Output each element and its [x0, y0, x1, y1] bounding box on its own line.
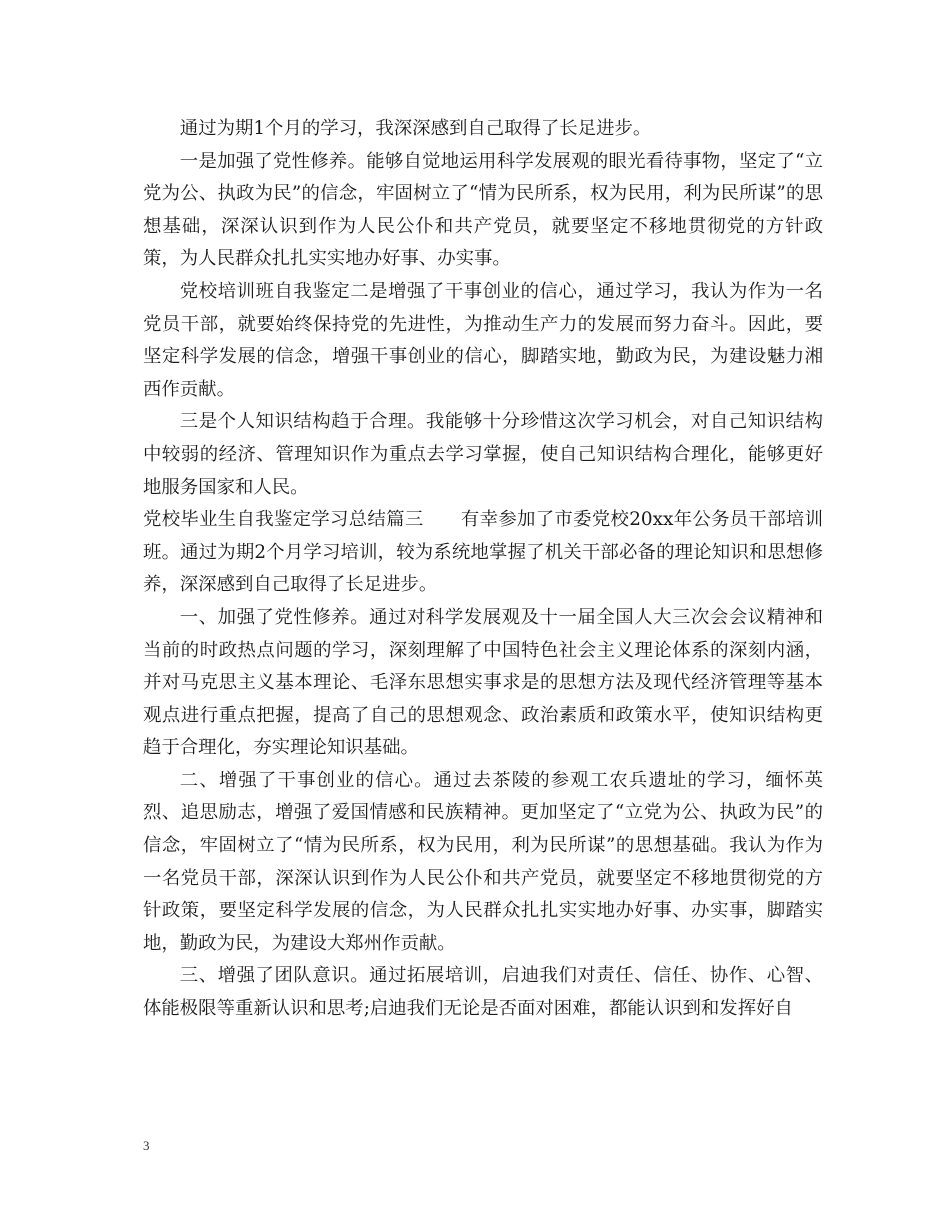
paragraph-6: 一、加强了党性修养。通过对科学发展观及十一届全国人大三次会会议精神和当前的时政热点问题的学习，深刻理解了中国特色社会主义理论体系的深刻内涵，并对马克思主义基本理论、毛泽东思想实事求是的思想方法及现代经济管理等基本观点进行重点把握，提高了自己的思想观念、政治素质和政策水平，使知识结构更趋于合理化，夯实理论知识基础。 — [143, 606, 823, 759]
paragraph-5: 党校毕业生自我鉴定学习总结篇三 有幸参加了市委党校20xx年公务员干部培训班。通过为期2个月学习培训，较为系统地掌握了机关干部必备的理论知识和思想修养，深深感到自己取得了长足进步。 — [143, 509, 823, 596]
paragraph-3: 党校培训班自我鉴定二是增强了干事创业的信心，通过学习，我认为作为一名党员干部，就要始终保持党的先进性，为推动生产力的发展而努力奋斗。因此，要坚定科学发展的信念，增强干事创业的信心，脚踏实地，勤政为民，为建设魅力湘西作贡献。 — [143, 280, 823, 400]
page-number: 3 — [143, 1138, 150, 1153]
paragraph-1: 通过为期1个月的学习，我深深感到自己取得了长足进步。 — [179, 118, 652, 139]
paragraph-4: 三是个人知识结构趋于合理。我能够十分珍惜这次学习机会，对自己知识结构中较弱的经济、管理知识作为重点去学习掌握，使自己知识结构合理化，能够更好地服务国家和人民。 — [143, 411, 823, 498]
paragraph-7: 二、增强了干事创业的信心。通过去茶陵的参观工农兵遗址的学习，缅怀英烈、追思励志，增强了爱国情感和民族精神。更加坚定了“立党为公、执政为民”的信念，牢固树立了“情为民所系，权为民用，利为民所谋”的思想基础。我认为作为一名党员干部，深深认识到作为人民公仆和共产党员，就要坚定不移地贯彻党的方针政策，要坚定科学发展的信念，为人民群众扎扎实实地办好事、办实事，脚踏实地，勤政为民，为建设大郑州作贡献。 — [143, 769, 823, 954]
paragraph-2: 一是加强了党性修养。能够自觉地运用科学发展观的眼光看待事物，坚定了“立党为公、执政为民”的信念，牢固树立了“情为民所系，权为民用，利为民所谋”的思想基础，深深认识到作为人民公仆和共产党员，就要坚定不移地贯彻党的方针政策，为人民群众扎扎实实地办好事、办实事。 — [143, 150, 823, 270]
document-body — [143, 113, 823, 1026]
paragraph-8: 三、增强了团队意识。通过拓展培训，启迪我们对责任、信任、协作、心智、体能极限等重新认识和思考;启迪我们无论是否面对困难，都能认识到和发挥好自 — [143, 965, 823, 1020]
